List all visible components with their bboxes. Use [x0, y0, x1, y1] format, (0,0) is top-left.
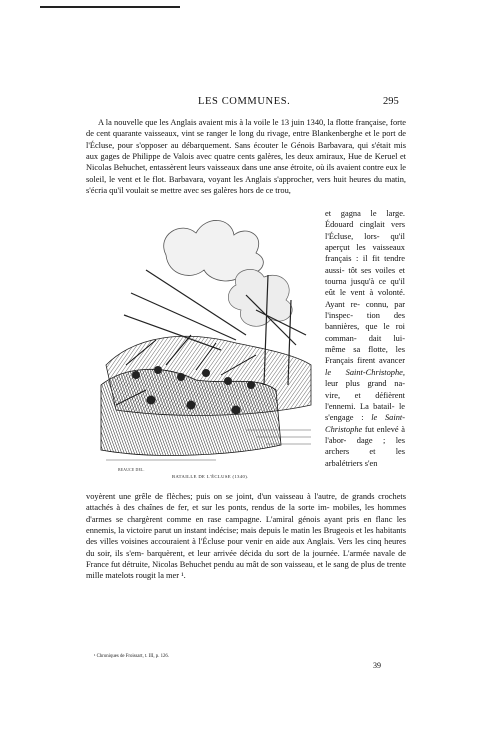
- text-line: vaisseaux français :: [325, 243, 405, 264]
- text-line: voyèrent une grêle de flèches; puis on se joint, d'un vaisseau à l'autre, de grands: [86, 492, 379, 501]
- text-line: il fit tendre aussi-: [325, 254, 405, 275]
- page-number: 295: [383, 96, 399, 107]
- text-line: tôt ses voiles et: [348, 265, 405, 275]
- sheet-signature-mark: 39: [373, 661, 381, 670]
- text-line: barquèrent, et leur arrivée décida du sort de la journée. L'armée navale de: [147, 548, 406, 558]
- text-line: flotte, les Français: [325, 345, 405, 366]
- text-line: connu, par l'inspec-: [325, 299, 405, 321]
- text-line: heures du matin, s'écria qu'il voulait se mettre avec ses galères hors de ce trou,: [86, 174, 406, 196]
- text-line: entassèrent leurs vaisseaux dans une anse étroite, où ils avaient contre eux: [149, 163, 400, 173]
- text-line: entre Blankenberghe et le port de l'Écluse, pour s'opposer au débarquement. Sans: [86, 129, 407, 150]
- text-line: crochets attachés à des chaînes de fer, et sur les ponts, rendus de la sorte im-: [86, 492, 406, 513]
- text-line: qu'il eût le vent à: [325, 277, 405, 298]
- text-line: fut enlevé à l'abor-: [325, 424, 405, 445]
- text-line: le soleil, le vent et le flot. Barbavara, voyant les Anglais s'approcher, vers huit: [86, 163, 407, 184]
- side-column-text: [325, 208, 405, 469]
- ship-name: le Saint-Christophe,: [325, 367, 405, 377]
- text-line: vire, et défièrent: [325, 390, 405, 400]
- engraving-drawing: [96, 215, 318, 471]
- text-line: avec quatre cents galères, les deux amiraux, Hue de Keruel et Nicolas Behuchet,: [86, 152, 406, 173]
- text-line: depuis le matin les Brugeois et les habitants des villes voisines accouraient à: [86, 526, 406, 547]
- text-line: A la nouvelle que les Anglais avaient mis à la voile le 13 juin 1340, la flotte: [98, 118, 356, 127]
- engraver-signature: BEAUCE DEL.: [118, 468, 145, 472]
- text-line: France fut détruite, Nicolas Behuchet pendu au mât de son vaisseau, et le sang: [86, 560, 351, 570]
- text-line: les arbalétriers s'en: [325, 447, 405, 468]
- text-line: leur plus grand na-: [325, 379, 405, 389]
- battle-engraving: [96, 215, 318, 471]
- text-line: dage ; les archers et: [325, 435, 405, 457]
- text-line: que le roi comman-: [325, 322, 405, 343]
- figure-caption: BATAILLE DE L'ÉCLUSE (1340).: [172, 474, 249, 479]
- text-line: de plus de trente mille matelots rougit la mer ¹.: [86, 560, 406, 581]
- text-line: qu'il aperçut les: [325, 231, 405, 253]
- text-line: et gagna le large.: [325, 209, 405, 218]
- text-line: l'Écluse pour venir en aide aux Anglais. Vers les cinq heures du soir, ils s'em-: [86, 537, 406, 558]
- text-line: écouter le Génois Barbavara, qui s'était mis aux gages de Philippe de Valois: [86, 140, 406, 162]
- text-line: génois ayant pris en flanc les ennemis, la victoire parut un instant indécise; mais: [86, 514, 406, 536]
- ship-name: le Saint-Christophe: [325, 413, 405, 434]
- text-line: tion des bannières,: [325, 311, 405, 332]
- closing-paragraph: [86, 491, 406, 582]
- text-line: firent avancer: [357, 356, 406, 366]
- top-rule: [40, 6, 180, 8]
- text-line: dait lui-même sa: [325, 333, 405, 355]
- text-line: vers l'Écluse, lors-: [325, 220, 405, 241]
- text-line: volonté. Ayant re-: [325, 288, 405, 309]
- running-title: LES COMMUNES.: [198, 96, 291, 107]
- page-header: [0, 96, 500, 112]
- text-line: l'ennemi. La batail-: [325, 401, 399, 411]
- text-line: française, forte de cent quarante vaisseaux, vint se ranger le long du rivage,: [86, 118, 406, 139]
- text-line: Édouard cinglait: [325, 220, 392, 230]
- text-line: tourna jusqu'à ce: [325, 277, 391, 287]
- text-line: le s'engage :: [325, 401, 405, 423]
- footnote: ¹ Chroniques de Froissart, t. III, p. 126.: [94, 654, 169, 659]
- opening-paragraph: [86, 117, 406, 196]
- text-line: mobiles, les hommes d'armes se chargèrent comme en rase campagne. L'amiral: [86, 503, 406, 524]
